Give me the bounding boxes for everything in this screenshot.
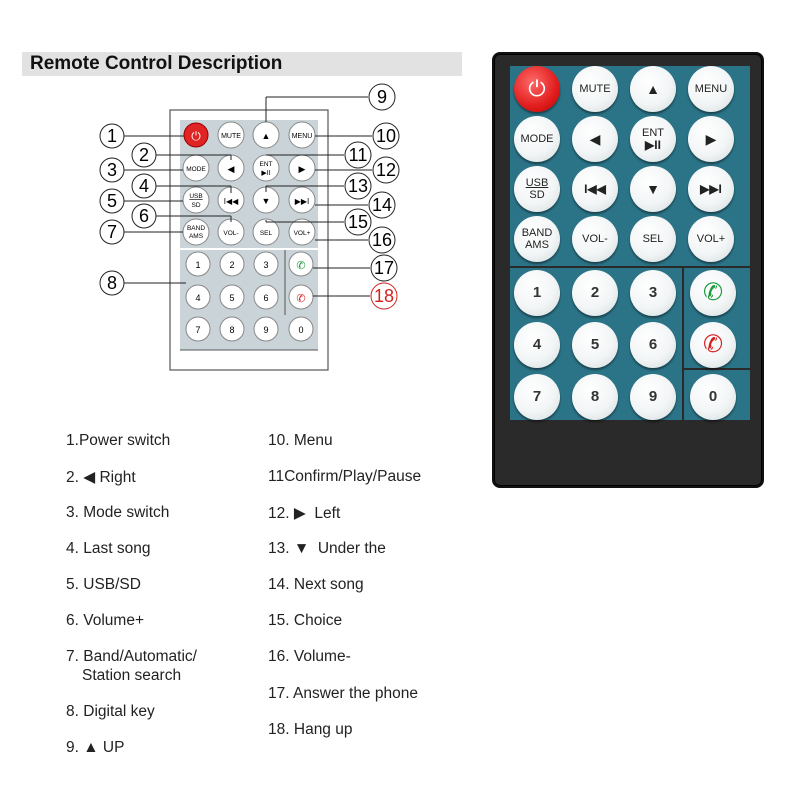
remote-right-button[interactable] [688,116,734,162]
remote-ent-button[interactable]: ENT ▶II [630,116,676,162]
hang-up-icon: ✆ [702,331,724,358]
legend-item-4: 4. Last song [66,540,151,557]
remote-hangup-button[interactable] [690,322,736,368]
svg-text:8: 8 [229,325,235,335]
svg-text:3: 3 [106,160,118,180]
remote-sel-button[interactable]: SEL [630,216,676,262]
legend-item-7: 7. Band/Automatic/ [66,648,197,665]
legend-item-1: 1.Power switch [66,432,171,449]
svg-text:0: 0 [298,325,304,335]
svg-text:2: 2 [138,145,150,165]
svg-text:7: 7 [106,222,118,242]
svg-text:5: 5 [106,191,118,211]
remote-mode-button[interactable]: MODE [514,116,560,162]
remote-vol-plus-button[interactable]: VOL+ [688,216,734,262]
legend-item-15: 15. Choice [268,612,343,629]
up-arrow-icon: ▲ [646,81,660,97]
legend-item-10: 10. Menu [268,432,333,449]
remote-up-button[interactable] [630,66,676,112]
legend-item-7-cont: Station search [82,667,182,684]
remote-answer-button[interactable] [690,270,736,316]
svg-text:12: 12 [375,160,397,180]
diagram-ent-button [253,155,279,181]
svg-text:ENT: ENT [259,161,273,168]
remote-band-ams-button[interactable]: BAND AMS [514,216,560,262]
svg-text:USB: USB [189,193,203,200]
svg-text:AMS: AMS [188,233,204,240]
previous-track-icon: I◀◀ [584,182,606,196]
svg-text:2: 2 [229,260,235,270]
svg-text:18: 18 [373,286,395,306]
remote-prev-button[interactable] [572,166,618,212]
svg-text:6: 6 [138,206,150,226]
svg-text:✆: ✆ [296,293,306,305]
legend-item-9: 9. ▲ UP [66,739,125,756]
svg-text:6: 6 [263,293,269,303]
next-track-icon: ▶▶I [700,182,722,196]
right-arrow-icon: ▶ [705,131,717,147]
legend-item-18: 18. Hang up [268,721,353,738]
svg-text:I◀◀: I◀◀ [223,197,239,206]
remote-key-8[interactable]: 8 [572,374,618,420]
remote-key-1[interactable]: 1 [514,270,560,316]
down-arrow-icon: ▼ [646,181,660,197]
svg-text:▶▶I: ▶▶I [294,197,310,206]
remote-photo [492,52,764,488]
svg-text:VOL-: VOL- [223,230,239,237]
svg-text:4: 4 [138,176,150,196]
power-icon: ⏻ [528,76,546,101]
legend-item-3: 3. Mode switch [66,504,170,521]
remote-menu-button[interactable]: MENU [688,66,734,112]
svg-text:9: 9 [376,87,388,107]
svg-text:VOL+: VOL+ [293,230,311,237]
svg-text:▲: ▲ [261,131,271,141]
legend-item-11: 11Confirm/Play/Pause [268,468,422,485]
svg-text:14: 14 [371,195,393,215]
remote-key-5[interactable]: 5 [572,322,618,368]
remote-key-4[interactable]: 4 [514,322,560,368]
svg-text:7: 7 [195,325,201,335]
legend-item-12: 12. ▶ Left [268,505,341,522]
remote-vol-minus-button[interactable]: VOL- [572,216,618,262]
page-title: Remote Control Description [30,53,283,74]
svg-text:4: 4 [195,293,201,303]
remote-power-button[interactable] [514,66,560,112]
svg-text:8: 8 [106,273,118,293]
remote-key-3[interactable]: 3 [630,270,676,316]
svg-text:▶II: ▶II [261,170,271,177]
remote-key-9[interactable]: 9 [630,374,676,420]
svg-text:16: 16 [371,230,393,250]
svg-text:BAND: BAND [186,225,206,232]
svg-text:✆: ✆ [296,260,306,272]
legend-item-5: 5. USB/SD [66,576,141,593]
svg-text:▼: ▼ [261,196,271,206]
svg-text:MENU: MENU [291,133,313,140]
legend-item-6: 6. Volume+ [66,612,145,629]
legend-item-13: 13. ▼ Under the [268,540,386,557]
svg-text:◀: ◀ [227,164,235,174]
svg-text:10: 10 [375,126,397,146]
svg-text:⏻: ⏻ [191,129,201,143]
left-arrow-icon: ◀ [589,131,601,147]
svg-text:▶: ▶ [298,164,306,174]
svg-text:SEL: SEL [259,230,273,237]
svg-text:SD: SD [191,202,201,209]
remote-left-button[interactable] [572,116,618,162]
diagram-band-button [183,219,209,245]
legend-item-17: 17. Answer the phone [268,685,418,702]
legend-item-14: 14. Next song [268,576,364,593]
remote-key-2[interactable]: 2 [572,270,618,316]
svg-text:1: 1 [106,126,118,146]
remote-usb-sd-button[interactable]: USB SD [514,166,560,212]
remote-down-button[interactable] [630,166,676,212]
svg-text:15: 15 [347,212,369,232]
svg-text:3: 3 [263,260,269,270]
legend-item-16: 16. Volume- [268,648,351,665]
legend-item-2: 2. ◀ Right [66,469,136,486]
legend-item-8: 8. Digital key [66,703,155,720]
svg-text:1: 1 [195,260,201,270]
remote-next-button[interactable] [688,166,734,212]
remote-key-6[interactable]: 6 [630,322,676,368]
remote-key-7[interactable]: 7 [514,374,560,420]
svg-text:MODE: MODE [186,166,206,173]
svg-text:13: 13 [347,176,369,196]
svg-text:11: 11 [348,145,368,165]
answer-phone-icon: ✆ [702,279,724,306]
play-pause-icon: ▶II [645,138,661,152]
svg-text:MUTE: MUTE [221,133,241,140]
svg-text:5: 5 [229,293,235,303]
remote-key-0[interactable]: 0 [690,374,736,420]
svg-text:17: 17 [373,258,395,278]
remote-diagram [0,0,480,400]
diagram-usb-button [183,187,209,213]
svg-text:9: 9 [263,325,269,335]
remote-mute-button[interactable]: MUTE [572,66,618,112]
